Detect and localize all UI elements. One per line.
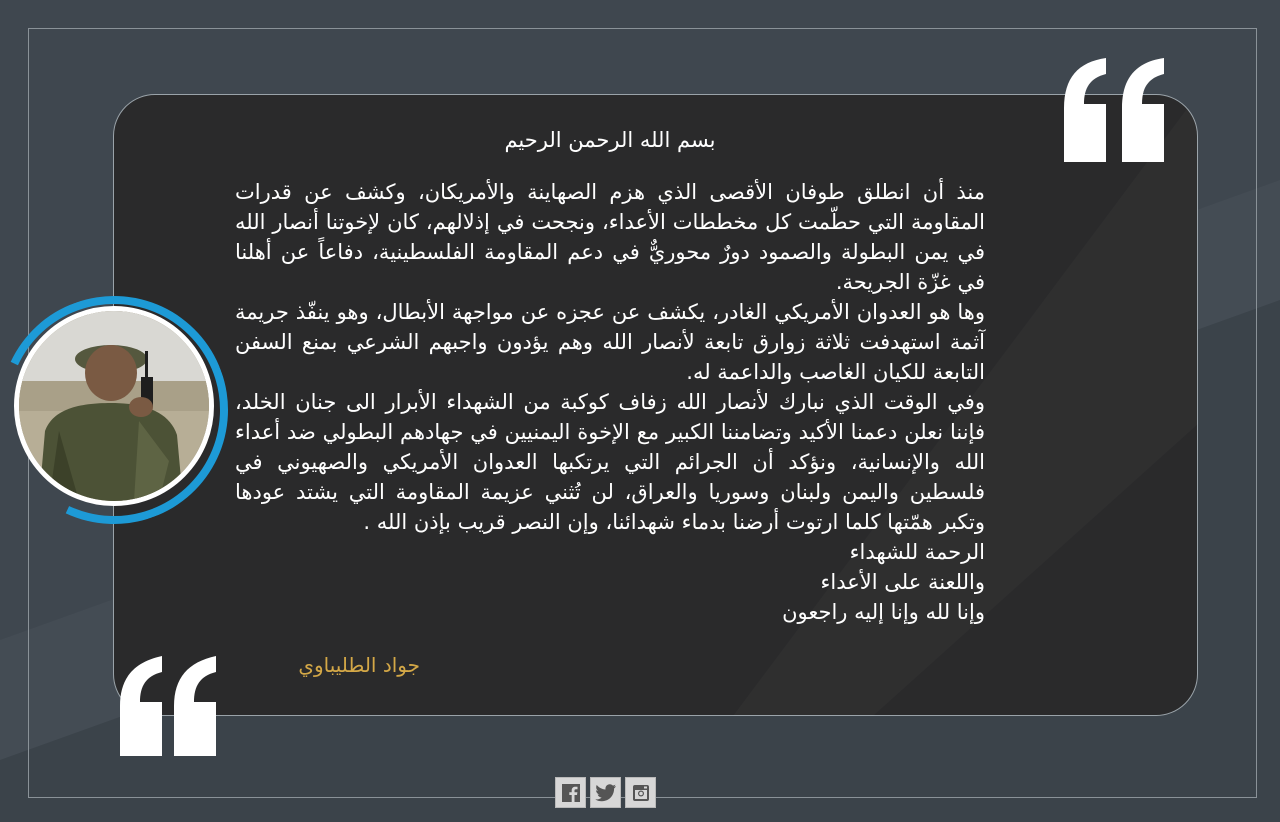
author-photo — [14, 306, 214, 506]
facebook-icon — [561, 783, 581, 803]
social-links — [555, 777, 656, 809]
author-signature: جواد الطليباوي — [298, 653, 420, 677]
paragraph-2: وها هو العدوان الأمريكي الغادر، يكشف عن عجزه عن مواجهة الأبطال، وهو ينفّذ جريمة آثمة استهدفت ثلاثة زوارق تابعة لأنصار الله وهم يؤدون واجبهم الشرعي بمنع السفن التابعة للكيان الغاصب والداعمة له. — [235, 300, 985, 384]
twitter-icon — [595, 783, 617, 803]
basmala: بسم الله الرحمن الرحيم — [504, 128, 716, 152]
soldier-photo-icon — [19, 311, 209, 501]
twitter-button[interactable] — [590, 777, 621, 808]
paragraph-3: وفي الوقت الذي نبارك لأنصار الله زفاف كوكبة من الشهداء الأبرار الى جنان الخلد، فإننا نعلن دعمنا الأكيد وتضامننا الكبير مع الإخوة اليمنيين في جهادهم البطولي ضد أعداء الله والإنسانية، ونؤكد أن الجرائم التي يرتكبها العدوان الأمريكي والصهيوني في فلسطين واليمن ولبنان وسوريا والعراق، لن تُثني عزيمة المقاومة التي يشتد عودها وتكبر همّتها كلما ارتوت أرضنا بدماء شهدائنا، وإن النصر قريب بإذن الله . — [235, 390, 985, 534]
quote-open-icon — [1050, 38, 1180, 178]
closing-line-3: وإنا لله وإنا إليه راجعون — [782, 600, 985, 624]
closing-line-1: الرحمة للشهداء — [849, 540, 985, 564]
paragraph-1: منذ أن انطلق طوفان الأقصى الذي هزم الصهاينة والأمريكان، وكشف عن قدرات المقاومة التي حطّمت كل مخططات الأعداء، ونجحت في إذلالهم، كان لإخوتنا أنصار الله في يمن البطولة والصمود دورٌ محوريٌّ في دعم المقاومة الفلسطينية، دفاعاً عن أهلنا في غزّة الجريحة. — [235, 180, 985, 294]
closing-line-2: واللعنة على الأعداء — [820, 570, 985, 594]
author-avatar-group — [0, 296, 232, 524]
facebook-button[interactable] — [555, 777, 586, 808]
instagram-icon — [631, 783, 651, 803]
instagram-button[interactable] — [625, 777, 656, 808]
statement-text — [235, 125, 985, 627]
